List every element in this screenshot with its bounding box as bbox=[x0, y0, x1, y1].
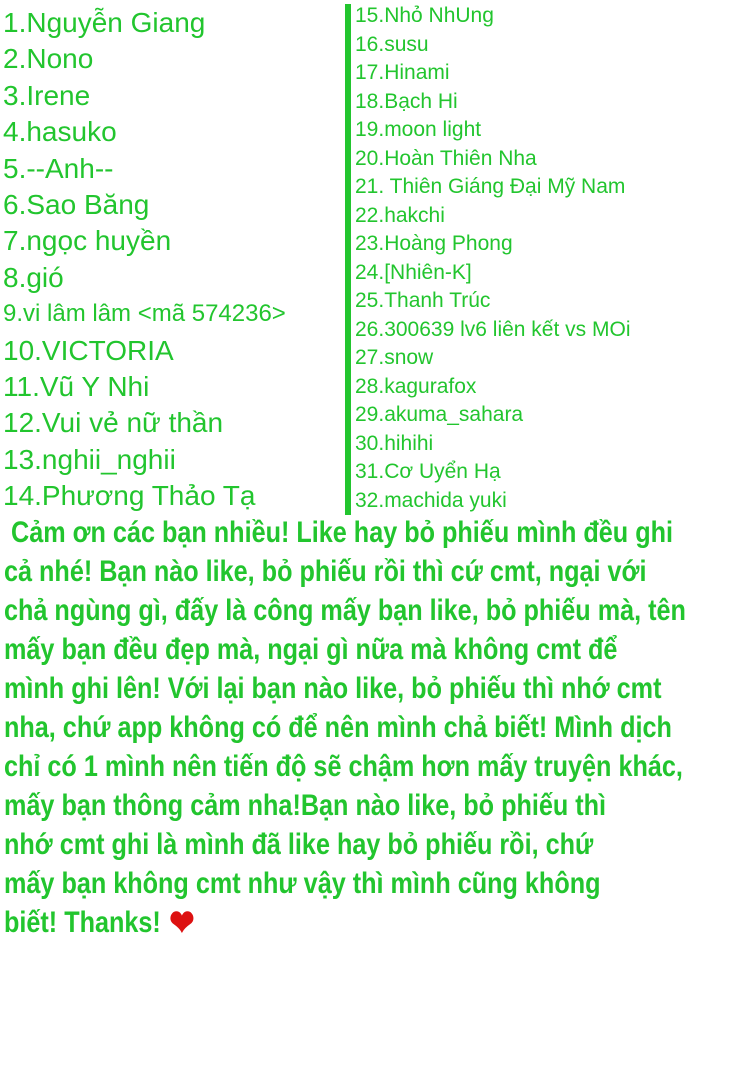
voter-name: 6.Sao Băng bbox=[3, 188, 150, 220]
voter-name: 1.Nguyễn Giang bbox=[3, 7, 206, 38]
voter-name: 26.300639 lv6 liên kết vs MOi bbox=[355, 317, 631, 341]
voter-name: 19.moon light bbox=[355, 118, 482, 141]
message-line: cả nhé! Bạn nào like, bỏ phiếu rồi thì cứ cmt, ngại với bbox=[4, 555, 647, 588]
thank-you-message bbox=[4, 513, 747, 942]
voter-name: 31.Cơ Uyển Hạ bbox=[355, 460, 501, 483]
voter-name: 17.Hinami bbox=[355, 61, 450, 84]
message-line: mấy bạn đều đẹp mà, ngại gì nữa mà không cmt để bbox=[4, 633, 618, 666]
message-line: Cảm ơn các bạn nhiều! Like hay bỏ phiếu mình đều ghi bbox=[4, 516, 673, 549]
voter-name: 4.hasuko bbox=[3, 116, 117, 148]
voter-name: 13.nghii_nghii bbox=[3, 443, 176, 475]
voter-name: 15.Nhỏ NhUng bbox=[355, 4, 494, 27]
voter-name: 27.snow bbox=[355, 346, 434, 369]
voter-name: 20.Hoàn Thiên Nha bbox=[355, 146, 537, 170]
voter-name: 5.--Anh-- bbox=[3, 152, 114, 184]
voter-name: 7.ngọc huyền bbox=[3, 225, 172, 257]
voter-name: 18.Bạch Hi bbox=[355, 89, 458, 113]
voter-name: 3.Irene bbox=[3, 79, 91, 111]
voter-name: 28.kagurafox bbox=[355, 374, 477, 398]
voter-name: 10.VICTORIA bbox=[3, 334, 174, 366]
voter-name: 14.Phương Thảo Tạ bbox=[3, 480, 256, 512]
voter-list-left bbox=[3, 5, 344, 514]
heart-icon: ❤ bbox=[169, 902, 195, 943]
column-divider bbox=[345, 4, 351, 515]
message-lines bbox=[4, 513, 747, 903]
message-line: biết! Thanks! bbox=[4, 906, 161, 939]
message-line: chỉ có 1 mình nên tiến độ sẽ chậm hơn mấy truyện khác, bbox=[4, 750, 683, 783]
voter-name: 30.hihihi bbox=[355, 431, 434, 455]
message-line: mấy bạn không cmt như vậy thì mình cũng không bbox=[4, 867, 601, 900]
message-line: chả ngùng gì, đấy là công mấy bạn like, bỏ phiếu mà, tên bbox=[4, 594, 686, 627]
voter-name: 2.Nono bbox=[3, 43, 94, 75]
voter-name: 32.machida yuki bbox=[355, 488, 507, 512]
message-line: mình ghi lên! Với lại bạn nào like, bỏ phiếu thì nhớ cmt bbox=[4, 672, 662, 705]
voter-name: 22.hakchi bbox=[355, 203, 445, 227]
message-line: nha, chứ app không có để nên mình chả biết! Mình dịch bbox=[4, 711, 672, 744]
message-line: nhớ cmt ghi là mình đã like hay bỏ phiếu rồi, chứ bbox=[4, 828, 594, 861]
voter-name: 16.susu bbox=[355, 32, 429, 56]
message-last-line bbox=[4, 903, 747, 942]
voter-name: 21. Thiên Giáng Đại Mỹ Nam bbox=[355, 175, 626, 198]
voter-name: 8.gió bbox=[3, 261, 64, 293]
voter-name: 25.Thanh Trúc bbox=[355, 289, 491, 312]
voter-name: 12.Vui vẻ nữ thần bbox=[3, 407, 224, 439]
voter-name: 29.akuma_sahara bbox=[355, 403, 524, 426]
voter-list-right bbox=[355, 2, 745, 515]
voter-name: 23.Hoàng Phong bbox=[355, 232, 513, 255]
voter-name: 24.[Nhiên-K] bbox=[355, 260, 472, 284]
voter-name: 11.Vũ Y Nhi bbox=[3, 370, 150, 402]
message-line: mấy bạn thông cảm nha!Bạn nào like, bỏ phiếu thì bbox=[4, 789, 607, 822]
voter-name: 9.vi lâm lâm <mã 574236> bbox=[3, 300, 286, 328]
